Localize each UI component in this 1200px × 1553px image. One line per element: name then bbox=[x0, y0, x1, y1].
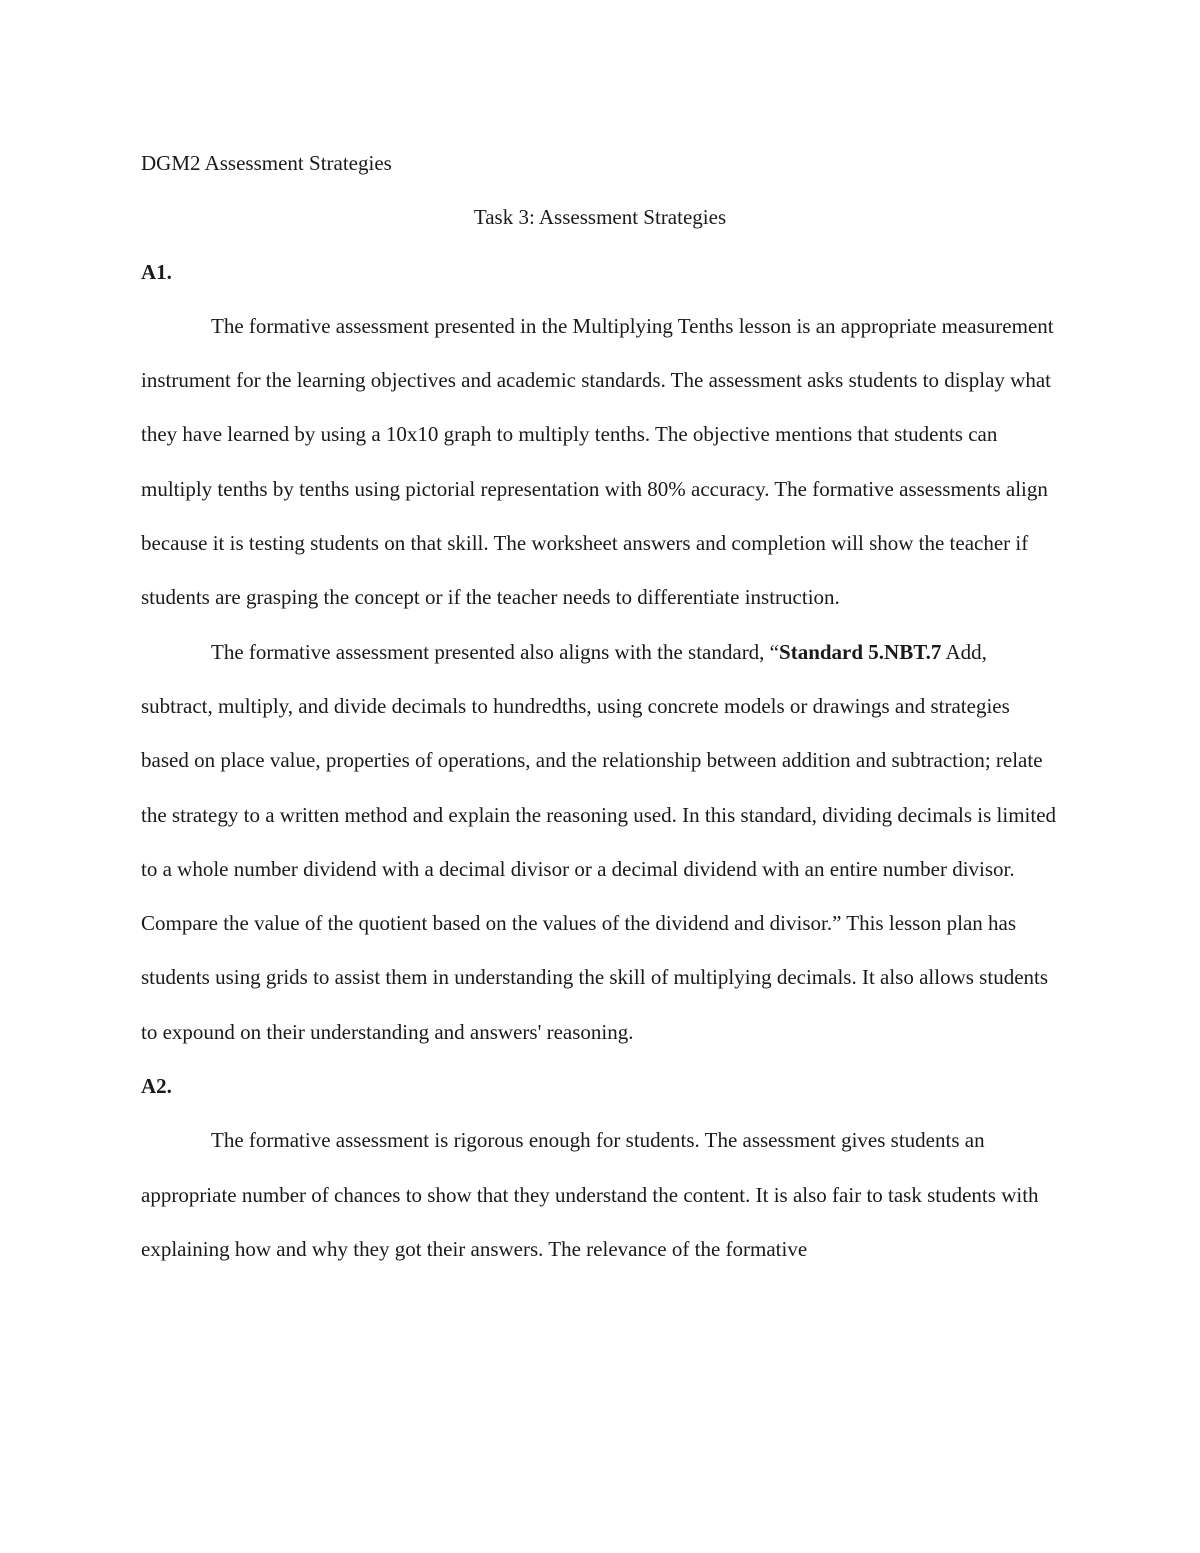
paragraph-a1-1: The formative assessment presented in the Multiplying Tenths lesson is an appropriate measurement instrument for the learning objectives and academic standards. The assessment asks students to display what they have learned by using a 10x10 graph to multiply tenths. The objective mentions that students can multiply tenths by tenths using pictorial representation with 80% accuracy. The formative assessments align because it is testing students on that skill. The worksheet answers and completion will show the teacher if students are grasping the concept or if the teacher needs to differentiate instruction. bbox=[141, 313, 1054, 610]
paragraph-a1-2 bbox=[141, 625, 1059, 1059]
running-header: DGM2 Assessment Strategies bbox=[141, 151, 392, 175]
section-heading-a2: A2. bbox=[141, 1074, 172, 1099]
document-title: Task 3: Assessment Strategies bbox=[473, 205, 727, 230]
paragraph-a1-2-body: Add, subtract, multiply, and divide decimals to hundredths, using concrete models or drawings and strategies based on place value, properties of operations, and the relationship between addition and subtraction; relate the strategy to a written method and explain the reasoning used. In this standard, dividing decimals is limited to a whole number dividend with a decimal divisor or a decimal dividend with an entire number divisor. Compare the value of the quotient based on the values of the dividend and divisor.” This lesson plan has students using grids to assist them in understanding the skill of multiplying decimals. It also allows students to expound on their understanding and answers' reasoning. bbox=[141, 639, 1057, 1044]
paragraph-a1-2-intro: The formative assessment presented also aligns with the standard, “ bbox=[211, 639, 780, 664]
document-body bbox=[141, 136, 1059, 1276]
paragraph-a2-1: The formative assessment is rigorous enough for students. The assessment gives students an appropriate number of chances to show that they understand the content. It is also fair to task students with explaining how and why they got their answers. The relevance of the formative bbox=[141, 1128, 1039, 1261]
section-heading-a1: A1. bbox=[141, 259, 172, 284]
standard-reference: Standard 5.NBT.7 bbox=[779, 639, 942, 664]
